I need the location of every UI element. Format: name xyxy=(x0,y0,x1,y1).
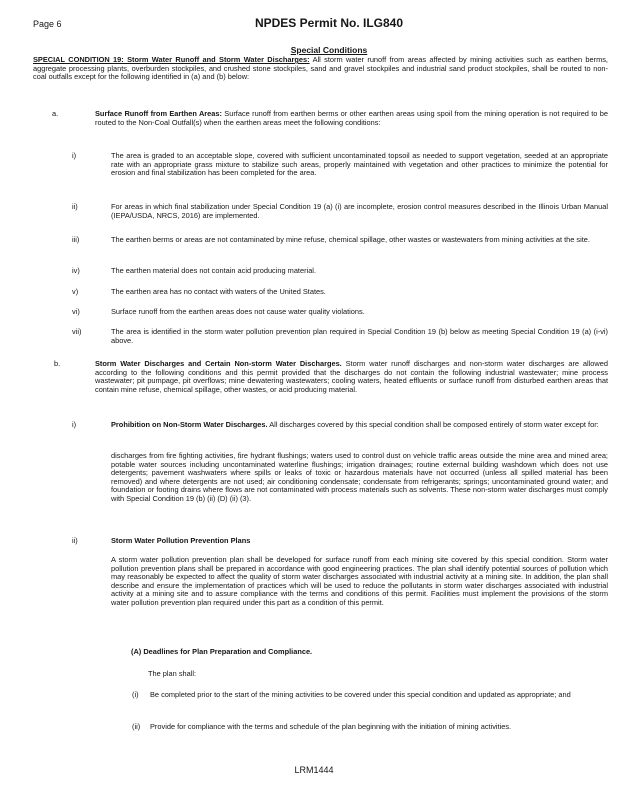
section-b-item-i-title: Prohibition on Non-Storm Water Discharges. xyxy=(111,420,268,429)
section-a-body: Surface runoff from earthen berms or other earthen areas using spoil from the mining operation is not required to be routed to the Non-Coal Outfall(s) when the earthen areas meet the following conditions: xyxy=(95,109,608,127)
section-a-item-text: The earthen area has no contact with waters of the United States. xyxy=(111,287,326,296)
plan-item-marker: (ii) xyxy=(132,722,141,731)
section-a-item-text: The earthen berms or areas are not contaminated by mine refuse, chemical spillage, other wastes or wastewaters from mining activities at the site. xyxy=(111,235,590,244)
section-a-item-marker: i) xyxy=(72,151,77,160)
plan-shall-label: The plan shall: xyxy=(148,669,197,678)
section-b-item-ii-marker: ii) xyxy=(72,536,78,545)
section-a-item-marker: vi) xyxy=(72,307,80,316)
section-a-marker: a. xyxy=(52,109,59,118)
section-b-marker: b. xyxy=(54,359,61,368)
special-condition-title: SPECIAL CONDITION 19: Storm Water Runoff and Storm Water Discharges: xyxy=(33,55,310,64)
page-number: Page 6 xyxy=(33,19,62,29)
allowed-discharges-list: discharges from fire fighting activities, fire hydrant flushings; waters used to control dust on vehicle traffic areas outside the mine area and mined area; potable water sources including uncontaminated waterline flushings; irrigation drainages; routine external building washdown which does not use detergents; pavement washwaters where spills or leaks of toxic or hazardous materials have not occurred (unless all spilled material has been removed) and where detergents are not used; air conditioning condensate; condensate from refrigerants; springs; uncontaminated ground water; and foundation or footing drains where flows are not contaminated with process materials such as solvents. These non-storm water discharges must comply with Special Condition 19 (b) (ii) (D) (ii) (3). xyxy=(111,451,608,503)
section-a-item-text: Surface runoff from the earthen areas does not cause water quality violations. xyxy=(111,307,365,316)
section-a-item-marker: vii) xyxy=(72,327,82,336)
section-a-item-marker: ii) xyxy=(72,202,78,211)
section-a-item-text: The area is identified in the storm water pollution prevention plan required in Special Condition 19 (b) below as meeting Special Condition 19 (a) (i-vi) above. xyxy=(111,327,608,345)
plan-item-text: Be completed prior to the start of the mining activities to be covered under this special condition and updated as appropriate; and xyxy=(150,690,571,699)
section-a-title: Surface Runoff from Earthen Areas: xyxy=(95,109,222,118)
deadlines-heading: (A) Deadlines for Plan Preparation and Compliance. xyxy=(131,647,313,656)
section-b-paragraph xyxy=(95,360,608,394)
special-condition-intro xyxy=(33,56,608,82)
plan-item-text: Provide for compliance with the terms and schedule of the plan beginning with the initiation of mining activities. xyxy=(150,722,512,731)
section-b-title: Storm Water Discharges and Certain Non-storm Water Discharges. xyxy=(95,359,342,368)
permit-title: NPDES Permit No. ILG840 xyxy=(254,16,404,30)
section-a-item-text: The earthen material does not contain acid producing material. xyxy=(111,266,317,275)
section-a-paragraph xyxy=(95,110,608,127)
swppp-paragraph: A storm water pollution prevention plan shall be developed for surface runoff from each mining site covered by this special condition. Storm water pollution prevention plans shall be prepared in accordance with good engineering practices. The plan shall identify potential sources of pollution which may reasonably be expected to affect the quality of storm water discharges associated with industrial activity at a mining site. In addition, the plan shall describe and ensure the implementation of practices which will be used to reduce the pollutants in storm water discharges associated with industrial activity at a mining site and to assure compliance with the terms and conditions of this permit. Facilities must implement the provisions of the storm water pollution prevention plan required under this part as a condition of this permit. xyxy=(111,555,608,607)
section-a-item-marker: v) xyxy=(72,287,79,296)
section-b-item-i-paragraph xyxy=(111,421,608,430)
section-b-item-i-body: All discharges covered by this special condition shall be composed entirely of storm water except for: xyxy=(269,420,599,429)
section-b-body: Storm water runoff discharges and non-storm water discharges are allowed according to the following conditions and this permit provided that the discharges do not contain the following industrial wastewater; mine process wastewater; pit pumpage, pit overflows; mine dewatering wastewaters; cooling waters, heated effluents or surface runoff from disturbed earthen areas that contain mine refuse, chemical spillage, other wastes, or acid producing material. xyxy=(95,359,608,394)
section-b-item-i-marker: i) xyxy=(72,420,77,429)
plan-item-marker: (i) xyxy=(132,690,139,699)
section-a-item-marker: iv) xyxy=(72,266,80,275)
section-a-item-text: The area is graded to an acceptable slope, covered with sufficient uncontaminated topsoil as needed to support vegetation, seeded at an appropriate rate with an appropriate grass mixture to stabilize such areas, properly maintained with vegetation and other practices to minimize the potential for erosion and final stabilization has been completed for the area. xyxy=(111,151,608,178)
section-a-item-text: For areas in which final stabilization under Special Condition 19 (a) (i) are incomplete, erosion control measures described in the Illinois Urban Manual (IEPA/USDA, NRCS, 2016) are implemented. xyxy=(111,202,608,220)
footer-code: LRM1444 xyxy=(294,765,334,775)
section-a-item-marker: iii) xyxy=(72,235,80,244)
special-condition-body: All storm water runoff from areas affected by mining activities such as earthen berms, aggregate processing plants, overburden stockpiles, and crushed stone stockpiles, sand and gravel stockpiles and industrial sand product stockpiles, shall be routed to non-coal outfalls except for the following identified in (a) and (b) below: xyxy=(33,55,608,82)
section-heading: Special Conditions xyxy=(290,45,368,55)
section-b-item-ii-title: Storm Water Pollution Prevention Plans xyxy=(111,536,251,545)
